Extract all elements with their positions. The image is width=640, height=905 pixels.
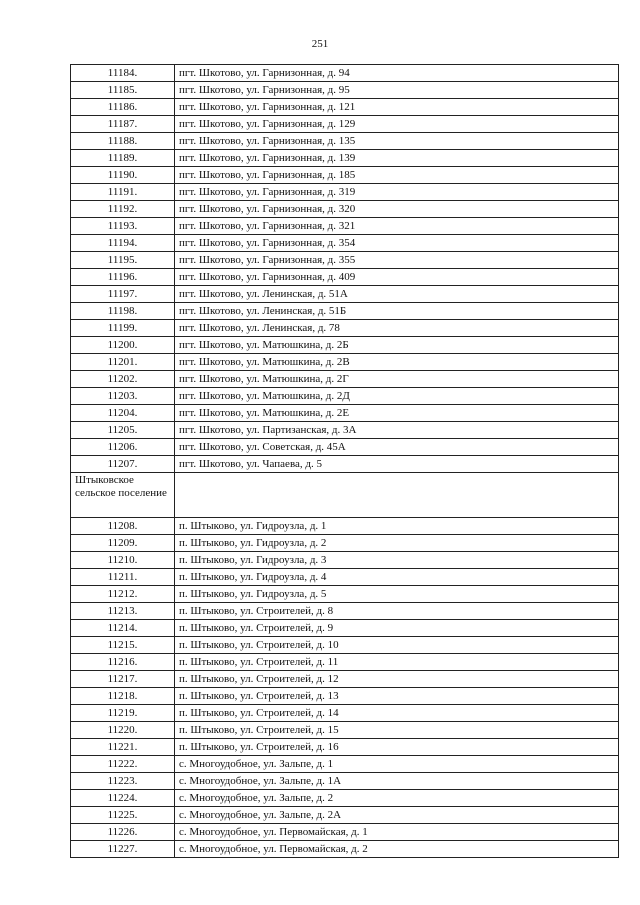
table-row: [71, 235, 619, 252]
row-number-cell: 11207.: [71, 456, 175, 473]
table-row: [71, 688, 619, 705]
row-address-cell: пгт. Шкотово, ул. Гарнизонная, д. 95: [175, 82, 619, 99]
row-address-cell: пгт. Шкотово, ул. Партизанская, д. 3А: [175, 422, 619, 439]
row-number-cell: 11221.: [71, 739, 175, 756]
row-address-cell: пгт. Шкотово, ул. Ленинская, д. 51А: [175, 286, 619, 303]
row-address-cell: пгт. Шкотово, ул. Гарнизонная, д. 354: [175, 235, 619, 252]
row-number-cell: 11211.: [71, 569, 175, 586]
row-number-cell: 11203.: [71, 388, 175, 405]
row-address-cell: пгт. Шкотово, ул. Матюшкина, д. 2Е: [175, 405, 619, 422]
table-row: [71, 422, 619, 439]
row-address-cell: пгт. Шкотово, ул. Гарнизонная, д. 94: [175, 65, 619, 82]
section-row: [71, 473, 619, 518]
row-address-cell: п. Штыково, ул. Строителей, д. 12: [175, 671, 619, 688]
row-number-cell: 11191.: [71, 184, 175, 201]
table-row: [71, 773, 619, 790]
row-number-cell: 11225.: [71, 807, 175, 824]
table-row: [71, 535, 619, 552]
table-row: [71, 116, 619, 133]
row-number-cell: 11196.: [71, 269, 175, 286]
table-row: [71, 405, 619, 422]
table-row: [71, 371, 619, 388]
row-number-cell: 11205.: [71, 422, 175, 439]
table-row: [71, 456, 619, 473]
row-address-cell: пгт. Шкотово, ул. Гарнизонная, д. 355: [175, 252, 619, 269]
row-address-cell: пгт. Шкотово, ул. Гарнизонная, д. 129: [175, 116, 619, 133]
row-address-cell: с. Многоудобное, ул. Зальпе, д. 2: [175, 790, 619, 807]
row-number-cell: 11187.: [71, 116, 175, 133]
row-address-cell: с. Многоудобное, ул. Зальпе, д. 1А: [175, 773, 619, 790]
row-address-cell: пгт. Шкотово, ул. Матюшкина, д. 2Д: [175, 388, 619, 405]
row-number-cell: 11204.: [71, 405, 175, 422]
row-address-cell: п. Штыково, ул. Строителей, д. 13: [175, 688, 619, 705]
table-row: [71, 150, 619, 167]
row-number-cell: 11194.: [71, 235, 175, 252]
row-address-cell: п. Штыково, ул. Строителей, д. 10: [175, 637, 619, 654]
row-number-cell: 11217.: [71, 671, 175, 688]
table-row: [71, 439, 619, 456]
row-number-cell: 11227.: [71, 841, 175, 858]
row-number-cell: 11185.: [71, 82, 175, 99]
row-number-cell: 11200.: [71, 337, 175, 354]
table-row: [71, 99, 619, 116]
table-row: [71, 388, 619, 405]
row-number-cell: 11208.: [71, 518, 175, 535]
row-address-cell: с. Многоудобное, ул. Первомайская, д. 1: [175, 824, 619, 841]
table-row: [71, 807, 619, 824]
row-address-cell: с. Многоудобное, ул. Зальпе, д. 2А: [175, 807, 619, 824]
table-row: [71, 65, 619, 82]
row-address-cell: п. Штыково, ул. Строителей, д. 15: [175, 722, 619, 739]
row-number-cell: 11222.: [71, 756, 175, 773]
row-number-cell: 11226.: [71, 824, 175, 841]
row-address-cell: пгт. Шкотово, ул. Матюшкина, д. 2Г: [175, 371, 619, 388]
row-number-cell: 11223.: [71, 773, 175, 790]
row-number-cell: 11199.: [71, 320, 175, 337]
row-address-cell: п. Штыково, ул. Строителей, д. 14: [175, 705, 619, 722]
row-number-cell: 11186.: [71, 99, 175, 116]
row-address-cell: пгт. Шкотово, ул. Чапаева, д. 5: [175, 456, 619, 473]
row-address-cell: пгт. Шкотово, ул. Матюшкина, д. 2В: [175, 354, 619, 371]
table-row: [71, 637, 619, 654]
row-address-cell: п. Штыково, ул. Гидроузла, д. 3: [175, 552, 619, 569]
row-number-cell: 11212.: [71, 586, 175, 603]
section-title: Штыковское сельское поселение: [75, 474, 167, 499]
table-row: [71, 201, 619, 218]
table-row: [71, 620, 619, 637]
table-row: [71, 603, 619, 620]
table-row: [71, 671, 619, 688]
table-row: [71, 722, 619, 739]
row-address-cell: пгт. Шкотово, ул. Советская, д. 45А: [175, 439, 619, 456]
table-row: [71, 705, 619, 722]
row-number-cell: 11218.: [71, 688, 175, 705]
table-row: [71, 654, 619, 671]
table-body-section: [71, 473, 619, 518]
row-address-cell: п. Штыково, ул. Гидроузла, д. 2: [175, 535, 619, 552]
table-row: [71, 569, 619, 586]
table-body-top: [71, 65, 619, 473]
row-address-cell: пгт. Шкотово, ул. Ленинская, д. 78: [175, 320, 619, 337]
table-row: [71, 739, 619, 756]
row-address-cell: пгт. Шкотово, ул. Матюшкина, д. 2Б: [175, 337, 619, 354]
row-number-cell: 11206.: [71, 439, 175, 456]
row-number-cell: 11202.: [71, 371, 175, 388]
table-row: [71, 337, 619, 354]
row-number-cell: 11195.: [71, 252, 175, 269]
row-number-cell: 11214.: [71, 620, 175, 637]
table-row: [71, 269, 619, 286]
table-row: [71, 320, 619, 337]
row-number-cell: 11220.: [71, 722, 175, 739]
row-number-cell: 11210.: [71, 552, 175, 569]
row-number-cell: 11215.: [71, 637, 175, 654]
table-row: [71, 218, 619, 235]
row-address-cell: п. Штыково, ул. Строителей, д. 11: [175, 654, 619, 671]
row-number-cell: 11192.: [71, 201, 175, 218]
row-address-cell: пгт. Шкотово, ул. Гарнизонная, д. 319: [175, 184, 619, 201]
row-address-cell: п. Штыково, ул. Строителей, д. 8: [175, 603, 619, 620]
page-number: 251: [311, 38, 329, 50]
row-number-cell: 11184.: [71, 65, 175, 82]
section-title-cell: [71, 473, 175, 518]
row-number-cell: 11190.: [71, 167, 175, 184]
table-row: [71, 303, 619, 320]
row-address-cell: пгт. Шкотово, ул. Гарнизонная, д. 409: [175, 269, 619, 286]
row-number-cell: 11213.: [71, 603, 175, 620]
row-address-cell: п. Штыково, ул. Гидроузла, д. 5: [175, 586, 619, 603]
table-row: [71, 756, 619, 773]
row-number-cell: 11201.: [71, 354, 175, 371]
row-address-cell: пгт. Шкотово, ул. Гарнизонная, д. 185: [175, 167, 619, 184]
table-row: [71, 790, 619, 807]
row-address-cell: пгт. Шкотово, ул. Гарнизонная, д. 135: [175, 133, 619, 150]
row-address-cell: п. Штыково, ул. Гидроузла, д. 4: [175, 569, 619, 586]
table-row: [71, 286, 619, 303]
row-number-cell: 11197.: [71, 286, 175, 303]
table-row: [71, 133, 619, 150]
table-row: [71, 586, 619, 603]
row-address-cell: с. Многоудобное, ул. Первомайская, д. 2: [175, 841, 619, 858]
row-address-cell: пгт. Шкотово, ул. Гарнизонная, д. 139: [175, 150, 619, 167]
row-address-cell: пгт. Шкотово, ул. Гарнизонная, д. 321: [175, 218, 619, 235]
address-registry-table: [70, 64, 619, 858]
table-row: [71, 184, 619, 201]
row-number-cell: 11224.: [71, 790, 175, 807]
table-row: [71, 167, 619, 184]
table-row: [71, 841, 619, 858]
row-address-cell: пгт. Шкотово, ул. Гарнизонная, д. 121: [175, 99, 619, 116]
row-address-cell: п. Штыково, ул. Гидроузла, д. 1: [175, 518, 619, 535]
table-body-bottom: [71, 518, 619, 858]
table-row: [71, 82, 619, 99]
row-address-cell: п. Штыково, ул. Строителей, д. 9: [175, 620, 619, 637]
table-row: [71, 354, 619, 371]
row-number-cell: 11193.: [71, 218, 175, 235]
row-number-cell: 11216.: [71, 654, 175, 671]
row-number-cell: 11209.: [71, 535, 175, 552]
table-row: [71, 518, 619, 535]
row-address-cell: с. Многоудобное, ул. Зальпе, д. 1: [175, 756, 619, 773]
section-address-cell: [175, 473, 619, 518]
row-address-cell: п. Штыково, ул. Строителей, д. 16: [175, 739, 619, 756]
row-number-cell: 11198.: [71, 303, 175, 320]
table-row: [71, 252, 619, 269]
row-address-cell: пгт. Шкотово, ул. Ленинская, д. 51Б: [175, 303, 619, 320]
table-row: [71, 824, 619, 841]
row-address-cell: пгт. Шкотово, ул. Гарнизонная, д. 320: [175, 201, 619, 218]
row-number-cell: 11219.: [71, 705, 175, 722]
row-number-cell: 11188.: [71, 133, 175, 150]
table-row: [71, 552, 619, 569]
row-number-cell: 11189.: [71, 150, 175, 167]
